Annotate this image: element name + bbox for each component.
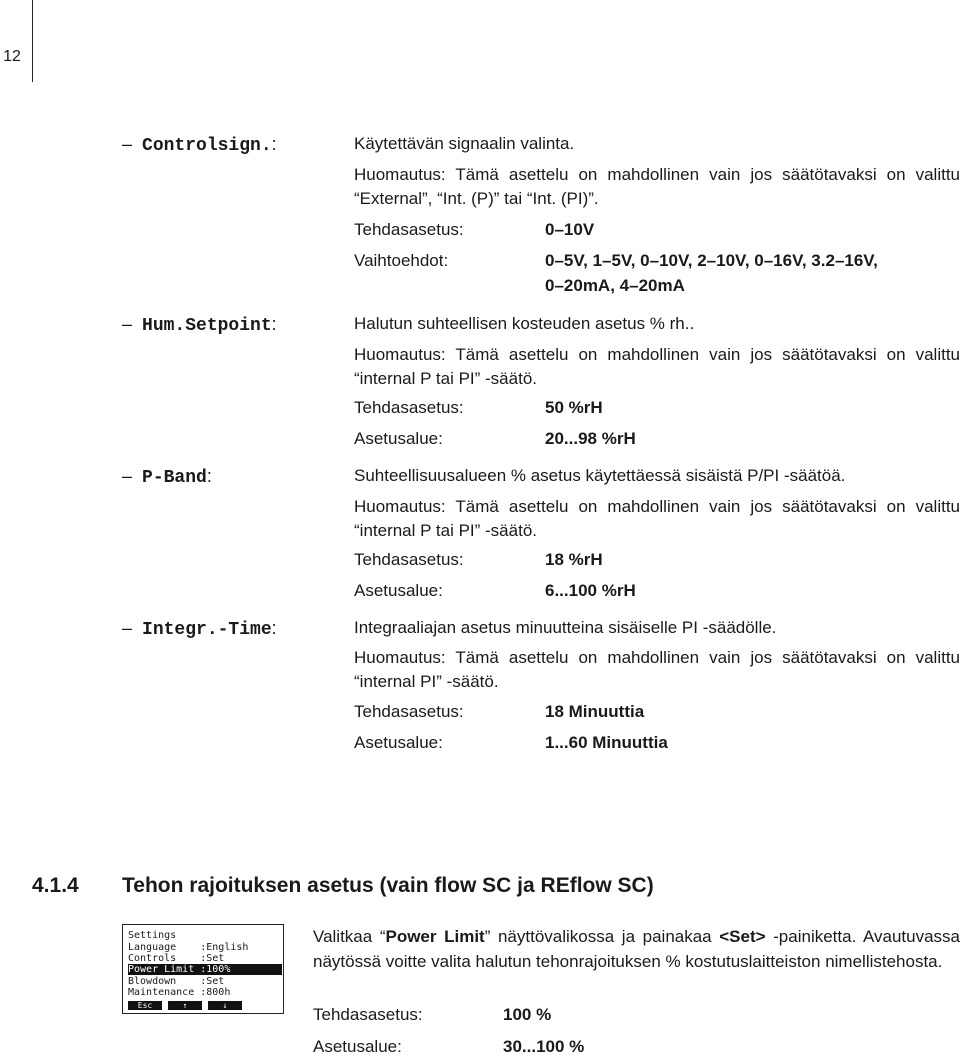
- description: Käytettävän signaalin valinta.: [354, 134, 575, 153]
- para-bold-set: <Set>: [719, 927, 766, 946]
- term-dash: –: [122, 314, 133, 334]
- lcd-esc-button: Esc: [128, 1001, 162, 1010]
- factory-value: 0–10V: [545, 220, 595, 239]
- range-label: Asetusalue:: [354, 733, 443, 752]
- lcd-display: [122, 924, 284, 1014]
- range-value: 1...60 Minuuttia: [545, 733, 668, 752]
- lcd-row-language: Language :English: [128, 942, 249, 953]
- factory-value: 50 %rH: [545, 398, 603, 417]
- description: Integraaliajan asetus minuutteina sisäiselle PI -säädölle.: [354, 618, 777, 637]
- para-bold-power-limit: Power Limit: [385, 927, 485, 946]
- term-dash: –: [122, 134, 133, 154]
- note: Huomautus: Tämä asettelu on mahdollinen vain jos säätötavaksi on valittu “External”, “Int. (P)” tai “Int. (PI)”.: [354, 165, 960, 208]
- options-value-cont: 0–20mA, 4–20mA: [545, 276, 685, 295]
- factory-value: 18 %rH: [545, 550, 603, 569]
- term-label: Integr.-Time: [142, 620, 272, 640]
- lcd-up-arrow-icon: ↑: [168, 1001, 202, 1010]
- options-value: 0–5V, 1–5V, 0–10V, 2–10V, 0–16V, 3.2–16V,: [545, 251, 878, 270]
- term-dash: –: [122, 618, 133, 638]
- term-label: Hum.Setpoint: [142, 316, 272, 336]
- note: Huomautus: Tämä asettelu on mahdollinen vain jos säätötavaksi on valittu “internal P tai PI” -säätö.: [354, 345, 960, 388]
- lcd-row-controls: Controls :Set: [128, 953, 225, 964]
- term-colon: :: [271, 618, 277, 638]
- term-colon: :: [271, 314, 277, 334]
- range-label: Asetusalue:: [313, 1037, 402, 1056]
- factory-label: Tehdasasetus:: [313, 1005, 423, 1024]
- factory-value: 100 %: [503, 1005, 552, 1024]
- factory-label: Tehdasasetus:: [354, 702, 464, 721]
- range-value: 6...100 %rH: [545, 581, 636, 600]
- factory-value: 18 Minuuttia: [545, 702, 645, 721]
- term-colon: :: [206, 466, 212, 486]
- term-controlsign: [122, 134, 277, 156]
- lcd-row-blowdown: Blowdown :Set: [128, 976, 225, 987]
- lcd-down-arrow-icon: ↓: [208, 1001, 242, 1010]
- lcd-row-power-limit: Power Limit :100%: [128, 964, 282, 975]
- term-dash: –: [122, 466, 133, 486]
- para-text: ” näyttövalikossa ja painakaa: [484, 927, 720, 946]
- term-hum-setpoint: [122, 314, 277, 336]
- lcd-row-maintenance: Maintenance :800h: [128, 987, 231, 998]
- page-margin-line: [32, 0, 33, 82]
- section-number: 4.1.4: [32, 874, 79, 897]
- term-colon: :: [271, 134, 277, 154]
- description: Suhteellisuusalueen % asetus käytettäessä sisäistä P/PI -säätöä.: [354, 466, 846, 485]
- term-label: P-Band: [142, 468, 207, 488]
- power-limit-paragraph: [313, 924, 960, 974]
- range-value: 30...100 %: [503, 1037, 585, 1056]
- section-title: Tehon rajoituksen asetus (vain flow SC ja REflow SC): [122, 874, 654, 897]
- term-label: Controlsign.: [142, 136, 272, 156]
- para-text: Valitkaa “: [313, 927, 386, 946]
- note: Huomautus: Tämä asettelu on mahdollinen vain jos säätötavaksi on valittu “internal PI” -säätö.: [354, 648, 960, 691]
- options-label: Vaihtoehdot:: [354, 251, 449, 270]
- factory-label: Tehdasasetus:: [354, 550, 464, 569]
- note: Huomautus: Tämä asettelu on mahdollinen vain jos säätötavaksi on valittu “internal P tai PI” -säätö.: [354, 497, 960, 540]
- term-integr-time: [122, 618, 277, 640]
- range-value: 20...98 %rH: [545, 429, 636, 448]
- para-text: -painiketta. Avautuvassa näytössä voitte valita halutun tehonrajoituksen % kostutuslaitteiston nimellistehosta.: [313, 927, 960, 971]
- lcd-row-title: Settings: [128, 930, 177, 941]
- range-label: Asetusalue:: [354, 581, 443, 600]
- factory-label: Tehdasasetus:: [354, 398, 464, 417]
- range-label: Asetusalue:: [354, 429, 443, 448]
- description: Halutun suhteellisen kosteuden asetus % rh..: [354, 314, 695, 333]
- factory-label: Tehdasasetus:: [354, 220, 464, 239]
- page-number: 12: [3, 48, 21, 65]
- term-p-band: [122, 466, 212, 488]
